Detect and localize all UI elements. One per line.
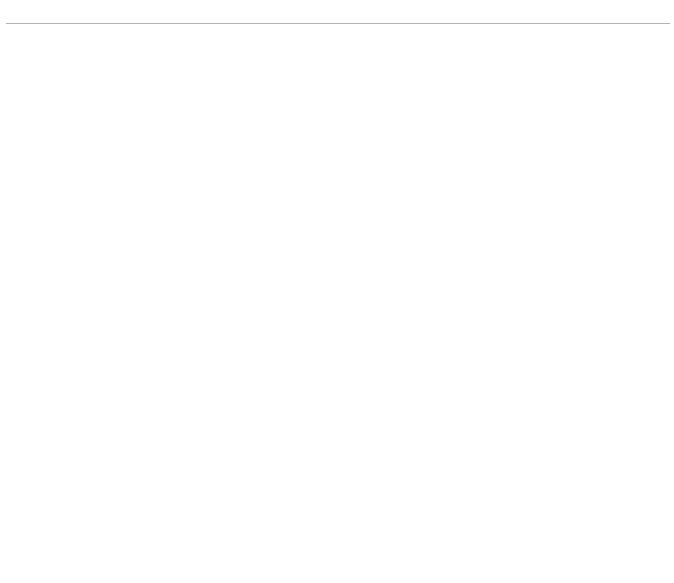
specifications-table (6, 23, 670, 572)
